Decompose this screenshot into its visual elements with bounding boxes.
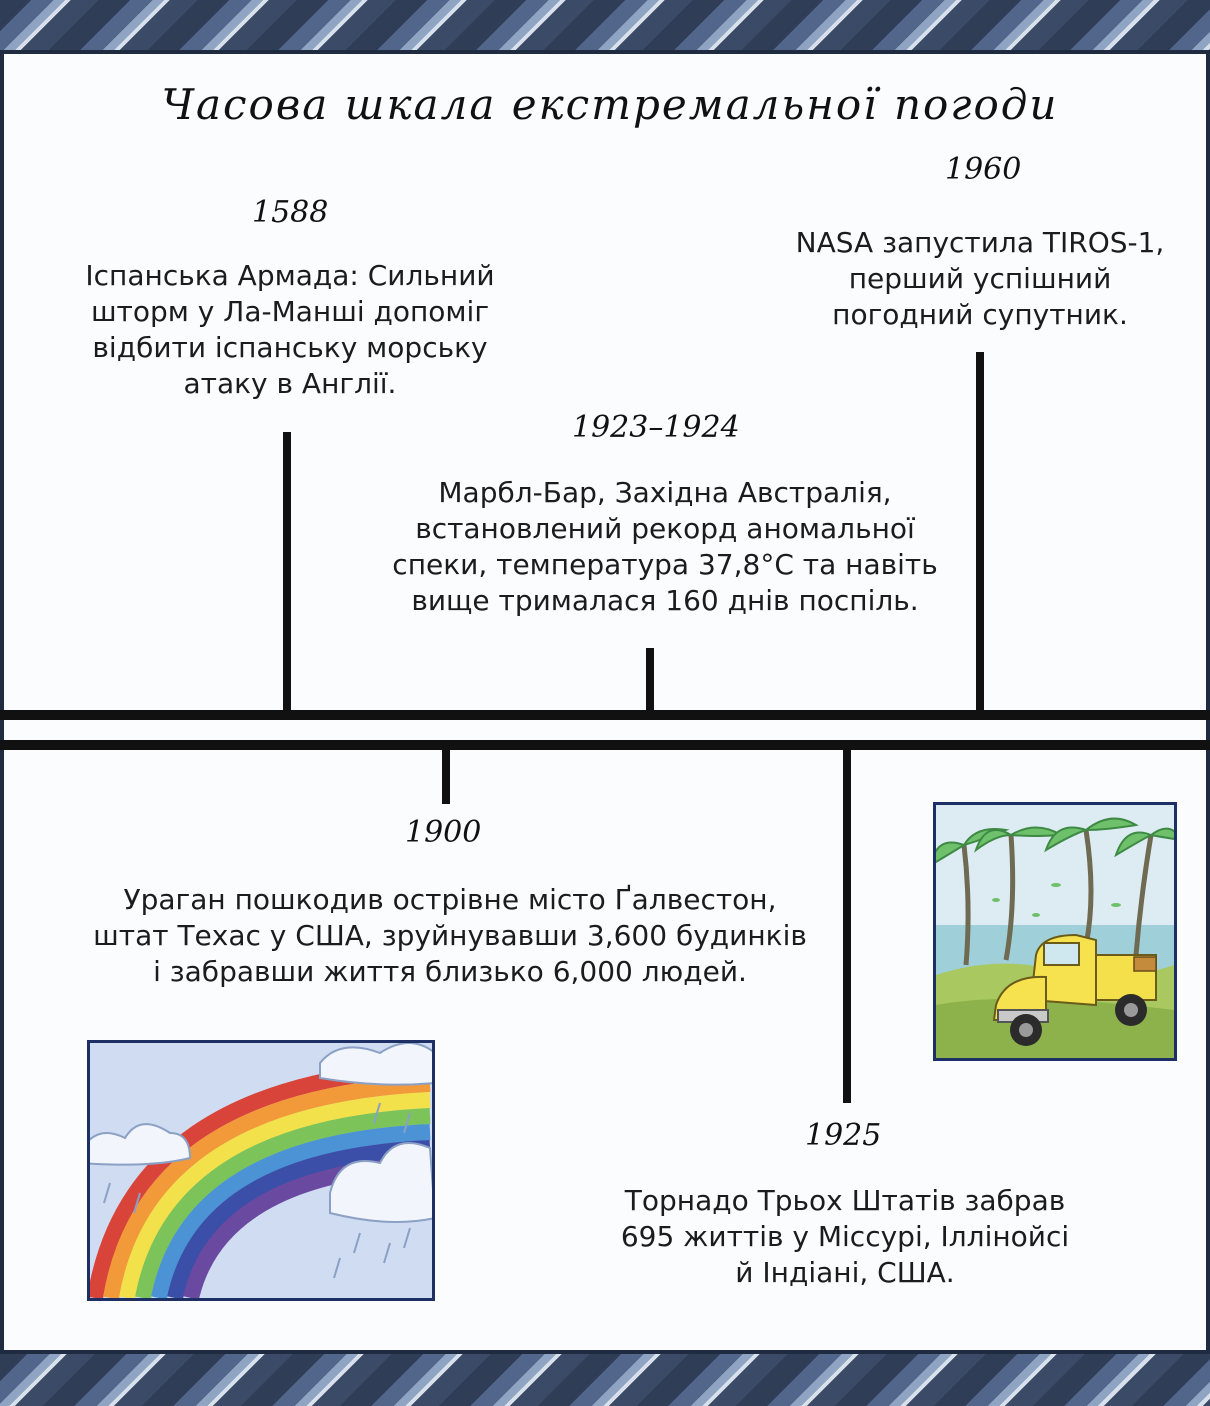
decorative-border-top <box>0 0 1210 54</box>
page-title: Часова шкала екстремальної погоди <box>161 80 1059 129</box>
tick-1900 <box>442 748 450 804</box>
hurricane-truck-illustration <box>933 802 1177 1061</box>
tick-1925 <box>843 748 851 1103</box>
tick-1923-1924 <box>646 648 654 712</box>
event-desc-1960: NASA запустила TIROS-1, перший успішний погодний супутник. <box>795 226 1165 331</box>
tick-1588 <box>283 432 291 712</box>
decorative-border-bottom <box>0 1350 1210 1406</box>
hurricane-truck-picture <box>936 805 1174 1058</box>
event-year-1960: 1960 <box>945 152 1022 187</box>
frame-left <box>0 54 4 1350</box>
timeline-axis-upper <box>0 710 1210 720</box>
event-year-1588: 1588 <box>252 195 329 230</box>
event-year-1923-1924: 1923–1924 <box>572 410 740 445</box>
tick-1960 <box>976 352 984 712</box>
event-desc-1923-1924: Марбл-Бар, Західна Австралія, встановлений рекорд аномальної спеки, температура 37,8°С та навіть вище трималася 160 днів поспіль. <box>392 476 938 617</box>
event-year-1900: 1900 <box>405 815 482 850</box>
event-desc-1900: Ураган пошкодив острівне місто Ґалвестон, штат Техас у США, зруйнувавши 3,600 будинків і забравши життя близько 6,000 людей. <box>93 883 807 988</box>
rainbow-rain-illustration <box>87 1040 435 1301</box>
event-desc-1925: Торнадо Трьох Штатів забрав 695 життів у Міссурі, Іллінойсі й Індіані, США. <box>620 1184 1070 1289</box>
frame-right <box>1206 54 1210 1350</box>
event-desc-1588: Іспанська Армада: Сильний шторм у Ла-Манші допоміг відбити іспанську морську атаку в Англії. <box>85 259 495 400</box>
timeline-axis-lower <box>0 740 1210 750</box>
event-year-1925: 1925 <box>805 1118 882 1153</box>
rainbow-picture <box>90 1043 432 1298</box>
